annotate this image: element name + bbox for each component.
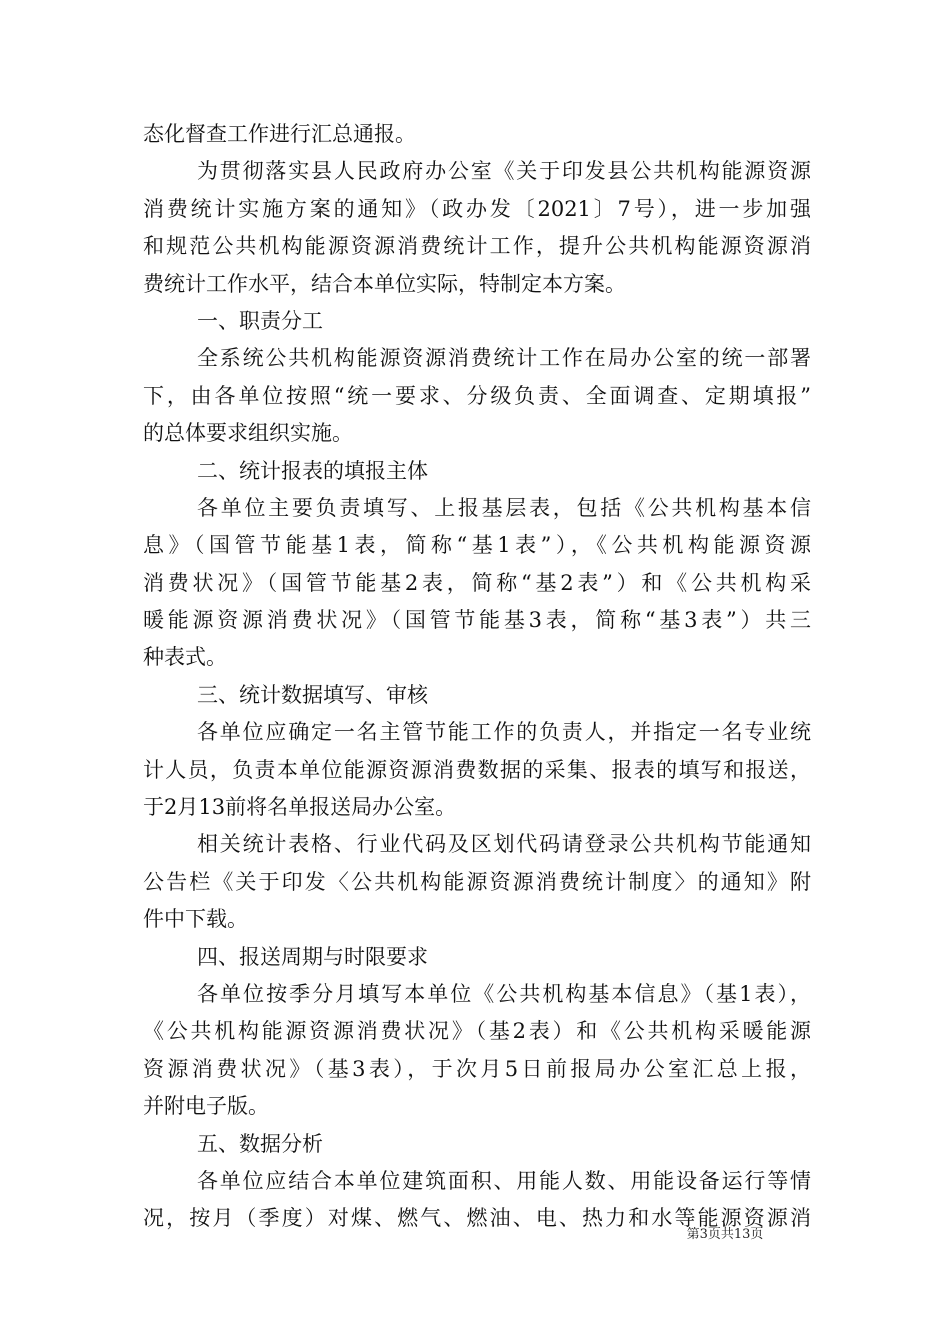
text-line: 全系统公共机构能源资源消费统计工作在局办公室的统一部署 (197, 346, 811, 371)
text-line: 各单位主要负责填写、上报基层表，包括《公共机构基本信 (197, 495, 811, 520)
text-line: 息》（国管节能基1表，简称“基1表”），《公共机构能源资源 (143, 533, 811, 558)
text-line: 况，按月（季度）对煤、燃气、燃油、电、热力和水等能源资源消 (143, 1206, 811, 1231)
section-heading: 三、统计数据填写、审核 (197, 682, 428, 707)
text-line: 消费统计实施方案的通知》（政办发〔2021〕7号），进一步加强 (143, 196, 811, 221)
text-line: 为贯彻落实县人民政府办公室《关于印发县公共机构能源资源 (197, 159, 811, 184)
section-heading: 二、统计报表的填报主体 (197, 458, 428, 483)
section-heading: 一、职责分工 (197, 308, 323, 333)
text-line: 种表式。 (143, 645, 227, 670)
page-number-label: 第3页共13页 (686, 1227, 764, 1242)
text-line: 消费状况》（国管节能基2表，简称“基2表”）和《公共机构采 (143, 570, 811, 595)
text-line: 的总体要求组织实施。 (143, 421, 353, 446)
text-line: 各单位应结合本单位建筑面积、用能人数、用能设备运行等情 (197, 1168, 811, 1193)
text-line: 下，由各单位按照“统一要求、分级负责、全面调查、定期填报” (143, 383, 811, 408)
text-line: 公告栏《关于印发〈公共机构能源资源消费统计制度〉的通知》附 (143, 869, 811, 894)
section-heading: 四、报送周期与时限要求 (197, 944, 428, 969)
text-line: 计人员，负责本单位能源资源消费数据的采集、报表的填写和报送， (143, 757, 811, 782)
page-number (0, 1223, 950, 1242)
text-line: 和规范公共机构能源资源消费统计工作，提升公共机构能源资源消 (143, 234, 811, 259)
text-line: 于2月13前将名单报送局办公室。 (143, 795, 457, 820)
text-line: 资源消费状况》（基3表），于次月5日前报局办公室汇总上报， (143, 1056, 811, 1081)
text-line: 费统计工作水平，结合本单位实际，特制定本方案。 (143, 271, 626, 296)
text-line: 相关统计表格、行业代码及区划代码请登录公共机构节能通知 (197, 832, 811, 857)
text-line: 态化督查工作进行汇总通报。 (143, 122, 416, 146)
text-line: 各单位按季分月填写本单位《公共机构基本信息》（基1表）， (197, 981, 811, 1006)
text-line: 并附电子版。 (143, 1094, 269, 1119)
text-line: 各单位应确定一名主管节能工作的负责人，并指定一名专业统 (197, 720, 811, 745)
section-heading: 五、数据分析 (197, 1131, 323, 1156)
text-line: 暖能源资源消费状况》（国管节能基3表，简称“基3表”）共三 (143, 608, 811, 633)
text-line: 件中下载。 (143, 907, 248, 932)
document-body (143, 116, 811, 1238)
text-line: 《公共机构能源资源消费状况》（基2表）和《公共机构采暖能源 (143, 1019, 811, 1044)
